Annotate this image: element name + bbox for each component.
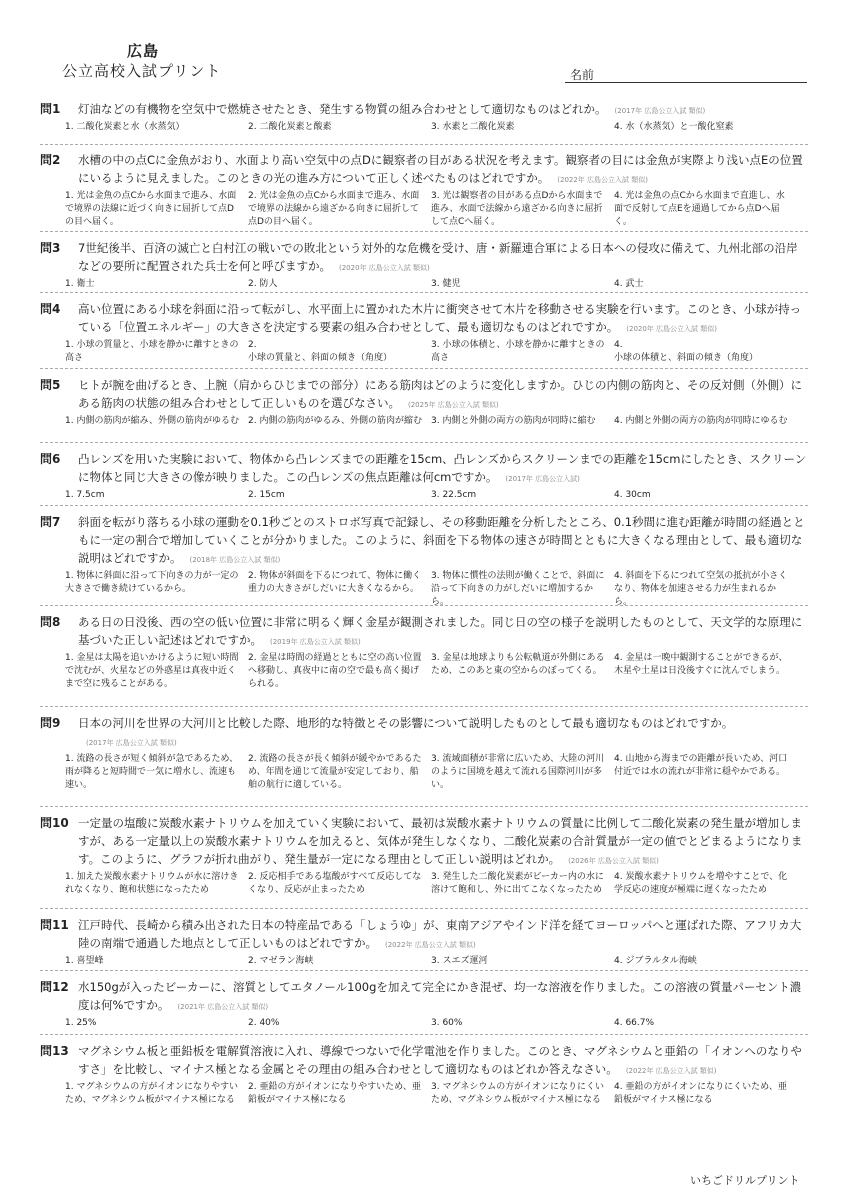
question-body: 斜面を転がり落ちる小球の運動を0.1秒ごとのストロボ写真で記録し、その移動距離を分析したところ、0.1秒間に進む距離が時間の経過とともに一定の割合で増加していくことが分かりました。このように、斜面を下る物体の速さが時間とともに大きくなる理由として、最も適切な説明はどれですか。 [78,515,805,565]
question-divider [40,806,808,807]
question-row [40,613,808,651]
question-body: 凸レンズを用いた実験において、物体から凸レンズまでの距離を15cm、凸レンズからスクリーンまでの距離を15cmにしたとき、スクリーンに物体と同じ大きさの像が映りました。この凸レンズの焦点距離は何cmですか。 [78,452,807,484]
question-text [78,513,808,569]
answer-choice-2[interactable]: 2. 物体が斜面を下るにつれて、物体に働く重力の大きさがしだいに大きくなるから。 [248,571,422,594]
answer-choice-4[interactable]: 4. 炭酸水素ナトリウムを増やすことで、化学反応の速度が極端に遅くなったため [614,872,788,895]
question-divider [40,1034,808,1035]
question-3 [40,239,808,291]
name-underline [565,82,807,83]
answer-choice-4[interactable]: 4. 光は金魚の点Cから水面まで直進し、水面で反射して点Eを通過してから点Dへ届く。 [614,191,785,227]
answer-choice-4[interactable]: 4. 金星は一晩中観測することができるが、木星や土星は日没後すぐに沈んでしまう。 [614,653,788,676]
answer-choice-4[interactable]: 4. 内側と外側の両方の筋肉が同時にゆるむ [614,416,788,426]
question-row [40,916,808,954]
question-body: ある日の日没後、西の空の低い位置に非常に明るく輝く金星が観測されました。同じ日の空の様子を説明したものとして、天文学的な原理に基づいた正しい記述はどれですか。 [78,615,803,647]
question-row [40,100,808,120]
question-divider [40,505,808,506]
choice-list [65,190,808,229]
question-text [78,916,808,954]
question-text [78,814,808,870]
choice-list [65,570,808,609]
answer-choice-1[interactable]: 1. 加えた炭酸水素ナトリウムが水に溶けきれなくなり、飽和状態になったため [65,872,239,895]
choice-list [65,871,808,897]
answer-choice-3[interactable]: 3. 22.5cm [431,490,477,500]
answer-choice-1[interactable]: 1. 内側の筋肉が縮み、外側の筋肉がゆるむ [65,416,239,426]
question-body: マグネシウム板と亜鉛板を電解質溶液に入れ、導線でつないで化学電池を作りました。このとき、マグネシウムと亜鉛の「イオンへのなりやすさ」を比較し、マイナス極となる金属とその理由の組み合わせとして適切なものはどれか答えなさい。 [78,1044,802,1076]
question-text [78,239,808,277]
answer-choice-1[interactable]: 1. 物体に斜面に沿って下向きの力が一定の大きさで働き続けているから。 [65,571,239,594]
question-source: (2019年 広島公立入試 類似) [270,638,361,646]
answer-choice-2[interactable]: 2. 防人 [248,279,278,289]
question-source: (2017年 広島公立入試 類似) [614,107,706,115]
question-body: 江戸時代、長崎から積み出された日本の特産品である「しょうゆ」が、東南アジアやインド洋を経てヨーロッパへと運ばれた際、アフリカ大陸の南端で通過した地点として正しいものはどれですか。 [78,918,802,950]
choice-list [65,415,808,428]
answer-choice-3[interactable]: 3. 60% [431,1018,463,1028]
question-source: (2026年 広島公立入試 類似) [568,857,659,865]
question-text [78,300,808,338]
answer-choice-2[interactable]: 2. 亜鉛の方がイオンになりやすいため、亜鉛板がマイナス極になる [248,1082,421,1105]
question-number: 問9 [40,716,61,730]
question-row [40,714,808,752]
question-2 [40,151,808,229]
answer-choice-4[interactable]: 4. 斜面を下るにつれて空気の抵抗が小さくなり、物体を加速させる力が生まれるから。 [614,571,788,607]
question-row [40,376,808,414]
question-8 [40,613,808,691]
answer-choice-1[interactable]: 1. 25% [65,1018,97,1028]
question-divider [40,368,808,369]
answer-choice-3[interactable]: 3. 発生した二酸化炭素がビーカー内の水に溶けて飽和し、外に出てこなくなったため [431,872,604,895]
question-number: 問6 [40,452,61,466]
question-row [40,513,808,569]
name-label: 名前 [570,68,595,82]
question-5 [40,376,808,428]
answer-choice-3[interactable]: 3. 物体に慣性の法則が働くことで、斜面に沿って下向きの力がしだいに増加するから。 [431,571,605,607]
question-divider [40,292,808,293]
question-number: 問3 [40,241,61,255]
question-6 [40,450,808,502]
question-13 [40,1042,808,1107]
choice-list [65,278,808,291]
answer-choice-3[interactable]: 3. 内側と外側の両方の筋肉が同時に縮む [431,416,596,426]
answer-choice-1[interactable]: 1. 二酸化炭素と水（水蒸気） [65,122,185,132]
choice-list [65,753,808,792]
question-source: (2025年 広島公立入試 類似) [408,401,499,409]
answer-choice-3[interactable]: 3. 光は観察者の目がある点Dから水面まで進み、水面で法線から遠ざかる向きに屈折して点Cへ届く。 [431,191,603,227]
choice-list [65,1017,808,1030]
answer-choice-4[interactable]: 4. 山地から海までの距離が長いため、河口付近では水の流れが非常に穏やかである。 [614,754,788,777]
question-body: 高い位置にある小球を斜面に沿って転がし、水平面上に置かれた木片に衝突させて木片を移動させる実験を行います。このとき、小球が持っている「位置エネルギー」の大きさを決定する要素の組み合わせとして、最も適切なものはどれですか。 [78,302,802,334]
answer-choice-2[interactable]: 2. 光は金魚の点Cから水面まで進み、水面で境界の法線から遠ざかる向きに屈折して点Dの目へ届く。 [248,191,420,227]
question-divider [40,442,808,443]
question-source: (2022年 広島公立入試 類似) [625,1067,717,1075]
answer-choice-1[interactable]: 1. 流路の長さが短く傾斜が急であるため、雨が降ると短時間で一気に増水し、流速も速い。 [65,754,239,790]
answer-choice-2[interactable]: 2. 15cm [248,490,285,500]
title-print: 公立高校入試プリント [62,62,222,80]
question-number: 問2 [40,153,61,167]
question-number: 問7 [40,515,61,529]
answer-choice-1[interactable]: 1. 小球の質量と、小球を静かに離すときの高さ [65,340,239,363]
question-1 [40,100,808,134]
question-divider [40,970,808,971]
choice-list [65,339,808,365]
question-number: 問10 [40,816,69,830]
question-source: (2021年 広島公立入試 類似) [177,1003,269,1011]
question-body: 水150gが入ったビーカーに、溶質としてエタノール100gを加えて完全にかき混ぜ、均一な溶液を作りました。この溶液の質量パーセント濃度は何%ですか。 [78,980,802,1012]
question-row [40,1042,808,1080]
answer-choice-4[interactable]: 4. 水（水蒸気）と一酸化窒素 [614,122,734,132]
answer-choice-2[interactable]: 2. 40% [248,1018,280,1028]
question-text [78,376,808,414]
question-body: ヒトが腕を曲げるとき、上腕（肩からひじまでの部分）にある筋肉はどのように変化しますか。ひじの内側の筋肉と、その反対側（外側）にある筋肉の状態の組み合わせとして正しいものを選びなさい。 [78,378,803,410]
question-text [78,100,808,120]
question-text [78,714,808,752]
question-row [40,978,808,1016]
question-text [78,978,808,1016]
question-row [40,239,808,277]
question-body: 一定量の塩酸に炭酸水素ナトリウムを加えていく実験において、最初は炭酸水素ナトリウムの質量に比例して二酸化炭素の発生量が増加しますが、ある一定量以上の炭酸水素ナトリウムを加えると、気体が発生しなくなり、二酸化炭素の合計質量が一定の値でとどまるようになります。このように、グラフが折れ曲がり、発生量が一定になる理由として正しい説明はどれか。 [78,816,803,866]
question-11 [40,916,808,968]
question-body: 水槽の中の点Cに金魚がおり、水面より高い空気中の点Dに観察者の目がある状況を考えます。観察者の目には金魚が実際より浅い点Eの位置にいるように見えました。このときの光の進み方について正しく述べたものはどれですか。 [78,153,803,185]
question-source: (2020年 広島公立入試 類似) [339,264,430,272]
question-source: (2017年 広島公立入試 類似) [86,739,177,747]
choice-list [65,489,808,502]
answer-choice-2[interactable]: 2. 金星は時間の経過とともに空の高い位置へ移動し、真夜中に南の空で最も高く掲げられる。 [248,653,422,689]
answer-choice-2[interactable]: 2. マゼラン海峡 [248,956,314,966]
answer-choice-3[interactable]: 3. 水素と二酸化炭素 [431,122,515,132]
answer-choice-3[interactable]: 3. 健児 [431,279,461,289]
answer-choice-4[interactable]: 4. 小球の体積と、斜面の傾き（角度） [614,340,759,363]
choice-list [65,955,808,968]
answer-choice-1[interactable]: 1. 衛士 [65,279,95,289]
question-body: 日本の河川を世界の大河川と比較した際、地形的な特徴とその影響について説明したものとして最も適切なものはどれですか。 [78,716,734,730]
answer-choice-4[interactable]: 4. 亜鉛の方がイオンになりにくいため、亜鉛板がマイナス極になる [614,1082,787,1105]
question-number: 問5 [40,378,61,392]
answer-choice-4[interactable]: 4. 66.7% [614,1018,655,1028]
answer-choice-2[interactable]: 2. 反応相手である塩酸がすべて反応してなくなり、反応が止まったため [248,872,422,895]
footer-brand: いちごドリルプリント [690,1174,800,1187]
choice-list [65,652,808,691]
answer-choice-3[interactable]: 3. 流域面積が非常に広いため、大陸の河川のように国境を越えて流れる国際河川が多い。 [431,754,605,790]
question-divider [40,231,808,232]
question-7 [40,513,808,609]
question-divider [40,144,808,145]
question-source: (2020年 広島公立入試 類似) [626,325,717,333]
answer-choice-3[interactable]: 3. スエズ運河 [431,956,488,966]
question-4 [40,300,808,365]
question-12 [40,978,808,1030]
question-10 [40,814,808,897]
question-text [78,151,808,189]
answer-choice-1[interactable]: 1. 光は金魚の点Cから水面まで進み、水面で境界の法線に近づく向きに屈折して点Dの目へ届く。 [65,191,237,227]
question-body: 7世紀後半、百済の滅亡と白村江の戦いでの敗北という対外的な危機を受け、唐・新羅連合軍による日本への侵攻に備えて、九州北部の沿岸などの要所に配置された兵士を何と呼びますか。 [78,241,798,273]
question-number: 問8 [40,615,61,629]
answer-choice-1[interactable]: 1. 金星は太陽を追いかけるように短い時間で沈むが、火星などの外惑星は真夜中近くまで空に残ることがある。 [65,653,239,689]
question-number: 問13 [40,1044,69,1058]
answer-choice-1[interactable]: 1. マグネシウムの方がイオンになりやすいため、マグネシウム板がマイナス極になる [65,1082,238,1105]
choice-list [65,1081,808,1107]
answer-choice-4[interactable]: 4. ジブラルタル海峡 [614,956,697,966]
question-source: (2017年 広島公立入試) [505,475,580,483]
question-text [78,450,808,488]
question-row [40,814,808,870]
answer-choice-2[interactable]: 2. 二酸化炭素と酸素 [248,122,332,132]
question-divider [40,908,808,909]
answer-choice-2[interactable]: 2. 小球の質量と、斜面の傾き（角度） [248,340,393,363]
question-row [40,300,808,338]
answer-choice-3[interactable]: 3. マグネシウムの方がイオンになりにくいため、マグネシウム板がマイナス極になる [431,1082,604,1105]
question-source: (2022年 広島公立入試 類似) [557,176,648,184]
answer-choice-4[interactable]: 4. 武士 [614,279,644,289]
answer-choice-1[interactable]: 1. 喜望峰 [65,956,104,966]
question-9 [40,714,808,792]
question-number: 問12 [40,980,69,994]
question-text [78,613,808,651]
answer-choice-3[interactable]: 3. 小球の体積と、小球を静かに離すときの高さ [431,340,605,363]
choice-list [65,121,808,134]
question-number: 問1 [40,102,61,116]
page-header [0,0,848,95]
answer-choice-2[interactable]: 2. 流路の長さが長く傾斜が緩やかであるため、年間を通じて流量が安定しており、船舶の航行に適している。 [248,754,422,790]
answer-choice-3[interactable]: 3. 金星は地球よりも公転軌道が外側にあるため、このあと東の空からのぼってくる。 [431,653,605,676]
question-row [40,151,808,189]
question-text [78,1042,808,1080]
question-number: 問4 [40,302,61,316]
question-number: 問11 [40,918,69,932]
question-divider [40,706,808,707]
answer-choice-2[interactable]: 2. 内側の筋肉がゆるみ、外側の筋肉が縮む [248,416,422,426]
question-divider [40,605,808,606]
answer-choice-1[interactable]: 1. 7.5cm [65,490,105,500]
question-source: (2018年 広島公立入試 類似) [189,556,281,564]
question-body: 灯油などの有機物を空気中で燃焼させたとき、発生する物質の組み合わせとして適切なものはどれか。 [78,102,607,116]
question-source: (2022年 広島公立入試 類似) [385,941,476,949]
answer-choice-4[interactable]: 4. 30cm [614,490,651,500]
question-row [40,450,808,488]
title-prefecture: 広島 [127,42,160,60]
